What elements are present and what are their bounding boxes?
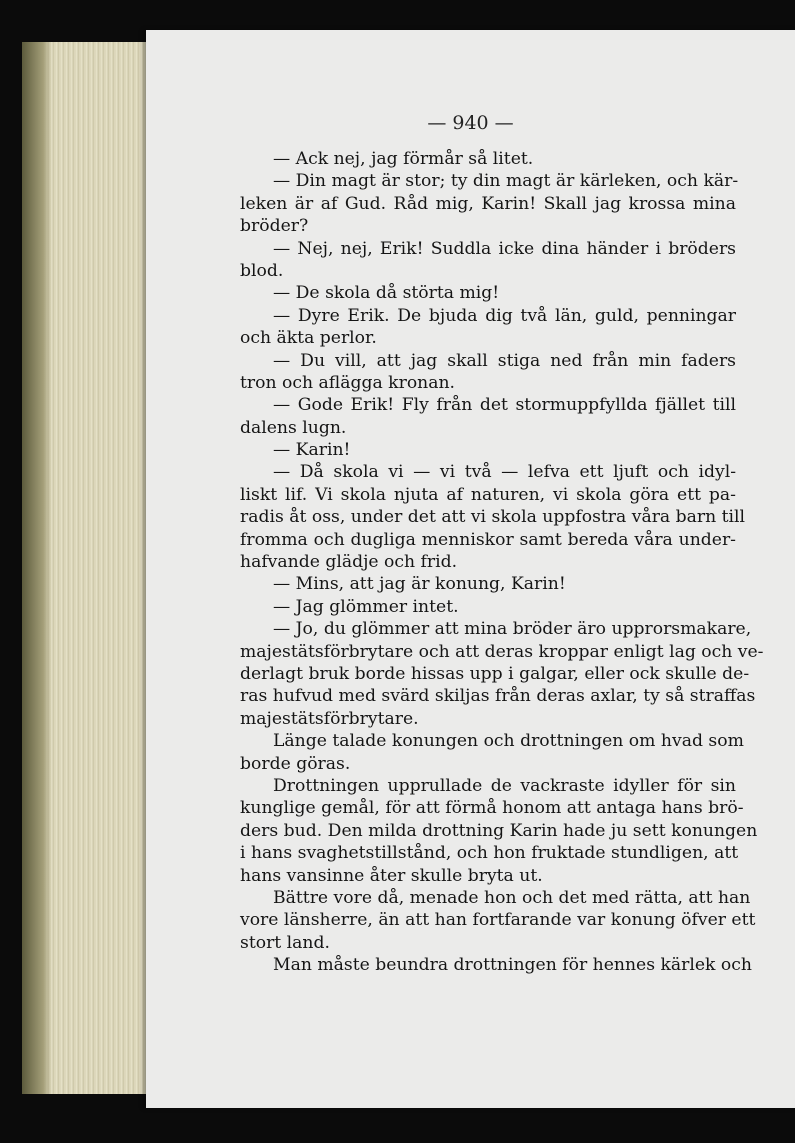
text-line: — De skola då störta mig!	[273, 283, 500, 304]
book-binding-shadow	[22, 42, 52, 1094]
text-line: Man måste beundra drottningen för hennes kärlek och	[273, 955, 752, 976]
text-line: hans vansinne åter skulle bryta ut.	[240, 865, 543, 886]
text-line: derlagt bruk borde hissas upp i galgar, eller ock skulle de-	[240, 663, 750, 684]
text-line: — Dyre Erik. De bjuda dig två län, guld, penningar	[273, 305, 736, 326]
text-line: — Jag glömmer intet.	[273, 596, 459, 617]
text-line: Bättre vore då, menade hon och det med rätta, att han	[273, 887, 751, 908]
text-line: borde göras.	[240, 753, 351, 774]
text-line: bröder?	[240, 216, 309, 237]
text-line: — Mins, att jag är konung, Karin!	[273, 574, 566, 595]
text-line: — Din magt är stor; ty din magt är kärleken, och kär-	[273, 171, 739, 192]
text-line: tron och aflägga kronan.	[240, 372, 456, 393]
text-line: — Karin!	[273, 440, 351, 461]
text-line: — Du vill, att jag skall stiga ned från min faders	[273, 350, 736, 371]
text-line: — Då skola vi — vi två — lefva ett ljuft och idyl-	[273, 462, 736, 483]
text-line: majestätsförbrytare och att deras kroppar enligt lag och ve-	[240, 641, 764, 662]
text-line: i hans svaghetstillstånd, och hon fruktade stundligen, att	[240, 843, 739, 864]
text-line: Drottningen upprullade de vackraste idyller för sin	[273, 775, 736, 796]
text-line: ras hufvud med svärd skiljas från deras axlar, ty så straffas	[240, 686, 756, 707]
text-line: — Gode Erik! Fly från det stormuppfyllda fjället till	[273, 395, 736, 416]
text-line: — Nej, nej, Erik! Suddla icke dina händer i bröders	[273, 238, 736, 259]
text-line: och äkta perlor.	[240, 328, 377, 349]
text-line: liskt lif. Vi skola njuta af naturen, vi skola göra ett pa-	[240, 484, 736, 505]
text-line: blod.	[240, 260, 284, 281]
text-line: Länge talade konungen och drottningen om hvad som	[273, 731, 744, 752]
text-line: — Ack nej, jag förmår så litet.	[273, 149, 534, 169]
text-line: leken är af Gud. Råd mig, Karin! Skall jag krossa mina	[240, 193, 736, 214]
text-line: vore länsherre, än att han fortfarande var konung öfver ett	[240, 910, 756, 931]
text-line: hafvande glädje och frid.	[240, 552, 458, 573]
text-line: majestätsförbrytare.	[240, 708, 419, 729]
text-line: dalens lugn.	[240, 417, 347, 438]
page-number: — 940 —	[427, 112, 514, 134]
text-line: stort land.	[240, 932, 330, 953]
text-line: kunglige gemål, för att förmå honom att antaga hans brö-	[240, 798, 744, 819]
text-line: — Jo, du glömmer att mina bröder äro upprorsmakare,	[273, 619, 752, 640]
text-line: ders bud. Den milda drottning Karin hade ju sett konungen	[240, 820, 758, 841]
text-line: fromma och dugliga menniskor samt bereda våra under-	[240, 529, 736, 550]
page-text	[240, 148, 764, 976]
text-line: radis åt oss, under det att vi skola uppfostra våra barn till	[240, 507, 746, 528]
